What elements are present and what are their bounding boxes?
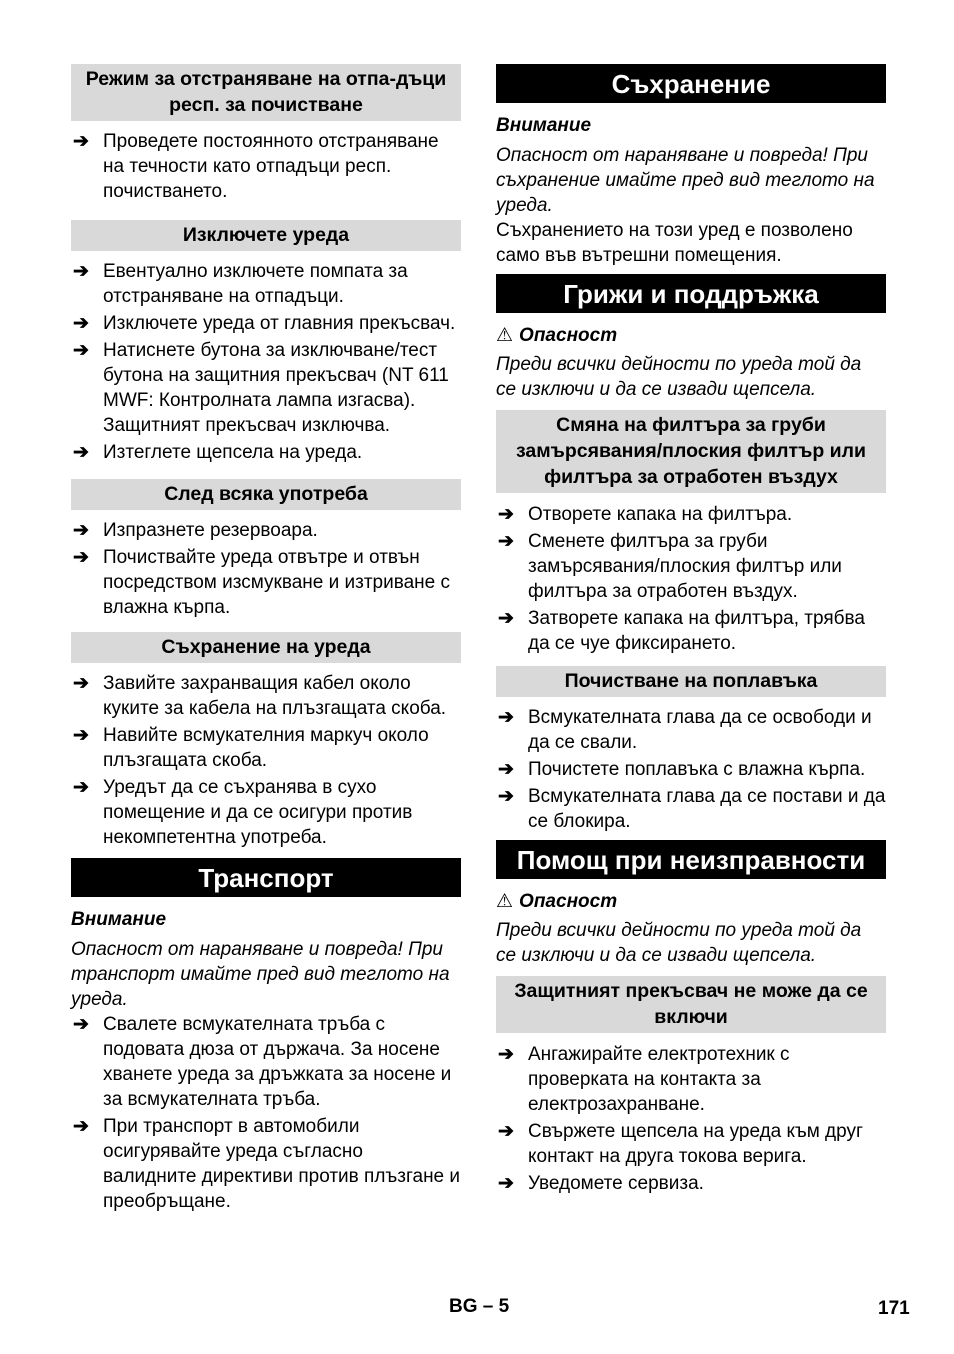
list-item-text: Отворете капака на филтъра. bbox=[528, 504, 793, 525]
arrow-right-icon: ➔ bbox=[73, 131, 89, 152]
danger-text-care: Преди всички дейности по уреда той да се изключи и да се извади щепсела. bbox=[496, 354, 862, 400]
list-item bbox=[71, 775, 461, 850]
list-item bbox=[496, 705, 886, 755]
list-item bbox=[71, 518, 461, 543]
footer-language-page: BG – 5 bbox=[449, 1296, 510, 1317]
list-item-text: Изключете уреда от главния прекъсвач. bbox=[103, 313, 456, 334]
arrow-right-icon: ➔ bbox=[73, 520, 89, 541]
arrow-right-icon: ➔ bbox=[73, 777, 89, 798]
warning-label-transport: Внимание bbox=[71, 909, 167, 930]
list-item bbox=[71, 129, 461, 204]
steps-float-cleaning bbox=[496, 705, 886, 834]
warning-triangle-icon: ⚠ bbox=[496, 325, 514, 346]
danger-label-text: Опасност bbox=[519, 325, 618, 346]
list-item bbox=[496, 502, 886, 527]
list-item-text: Изпразнете резервоара. bbox=[103, 520, 318, 541]
warning-triangle-icon: ⚠ bbox=[496, 891, 514, 912]
arrow-right-icon: ➔ bbox=[498, 504, 514, 525]
list-item-text: Изтеглете щепсела на уреда. bbox=[103, 442, 363, 463]
section-heading-after-use: След всяка употреба bbox=[71, 479, 461, 510]
steps-waste-mode bbox=[71, 129, 461, 204]
steps-filter-change bbox=[496, 502, 886, 656]
list-item bbox=[71, 671, 461, 721]
list-item bbox=[496, 606, 886, 656]
steps-after-use bbox=[71, 518, 461, 620]
arrow-right-icon: ➔ bbox=[73, 547, 89, 568]
steps-transport bbox=[71, 1012, 461, 1214]
arrow-right-icon: ➔ bbox=[498, 1044, 514, 1065]
warning-text-storage: Опасност от нараняване и повреда! При съхранение имайте пред вид теглото на уреда. bbox=[496, 145, 875, 216]
danger-text-troubleshooting: Преди всички дейности по уреда той да се изключи и да се извади щепсела. bbox=[496, 920, 862, 966]
right-column bbox=[496, 64, 886, 1198]
section-heading-filter-change: Смяна на филтъра за груби замърсявания/плоския филтър или филтъра за отработен въздух bbox=[496, 410, 886, 493]
list-item bbox=[71, 1114, 461, 1214]
arrow-right-icon: ➔ bbox=[498, 1173, 514, 1194]
section-heading-float-cleaning: Почистване на поплавъка bbox=[496, 666, 886, 697]
list-item bbox=[496, 1171, 886, 1196]
arrow-right-icon: ➔ bbox=[73, 340, 89, 361]
list-item bbox=[496, 1042, 886, 1117]
list-item-text: Всмукателната глава да се освободи и да се свали. bbox=[528, 707, 872, 753]
section-heading-breaker: Защитният прекъсвач не може да се включи bbox=[496, 976, 886, 1033]
list-item-text: Сменете филтъра за груби замърсявания/плоския филтър или филтъра за отработен въздух. bbox=[528, 531, 842, 602]
chapter-title-troubleshooting: Помощ при неизправности bbox=[496, 840, 886, 879]
list-item-text: Свържете щепсела на уреда към друг контакт на друга токова верига. bbox=[528, 1121, 863, 1167]
arrow-right-icon: ➔ bbox=[73, 261, 89, 282]
list-item bbox=[71, 545, 461, 620]
list-item bbox=[71, 440, 461, 465]
list-item-text: Почиствайте уреда отвътре и отвън посредством изсмукване и изтриване с влажна кърпа. bbox=[103, 547, 451, 618]
list-item-text: Навийте всмукателния маркуч около плъзгащата скоба. bbox=[103, 725, 429, 771]
warning-label-storage: Внимание bbox=[496, 115, 592, 136]
list-item-text: Ангажирайте електротехник с проверката на контакта за електрозахранване. bbox=[528, 1044, 790, 1115]
list-item bbox=[496, 784, 886, 834]
arrow-right-icon: ➔ bbox=[73, 1014, 89, 1035]
list-item bbox=[71, 259, 461, 309]
steps-switch-off bbox=[71, 259, 461, 465]
section-heading-switch-off: Изключете уреда bbox=[71, 220, 461, 251]
steps-device-storage bbox=[71, 671, 461, 850]
arrow-right-icon: ➔ bbox=[73, 725, 89, 746]
danger-label-troubleshooting bbox=[496, 889, 886, 915]
storage-text: Съхранението на този уред е позволено само във вътрешни помещения. bbox=[496, 220, 853, 266]
list-item-text: Всмукателната глава да се постави и да се блокира. bbox=[528, 786, 886, 832]
chapter-title-care: Грижи и поддръжка bbox=[496, 274, 886, 313]
list-item bbox=[71, 723, 461, 773]
list-item bbox=[71, 1012, 461, 1112]
arrow-right-icon: ➔ bbox=[498, 531, 514, 552]
left-column bbox=[71, 64, 461, 1216]
list-item bbox=[71, 338, 461, 438]
list-item bbox=[496, 757, 886, 782]
list-item-text: Затворете капака на филтъра, трябва да се чуе фиксирането. bbox=[528, 608, 865, 654]
arrow-right-icon: ➔ bbox=[73, 442, 89, 463]
list-item bbox=[71, 311, 461, 336]
danger-label-text: Опасност bbox=[519, 891, 618, 912]
chapter-title-storage: Съхранение bbox=[496, 64, 886, 103]
arrow-right-icon: ➔ bbox=[498, 759, 514, 780]
section-heading-device-storage: Съхранение на уреда bbox=[71, 632, 461, 663]
list-item-text: Натиснете бутона за изключване/тест бутона на защитния прекъсвач (NT 611 MWF: Контролната лампа изгасва). Защитният прекъсвач изключва. bbox=[103, 340, 449, 436]
list-item bbox=[496, 529, 886, 604]
arrow-right-icon: ➔ bbox=[498, 707, 514, 728]
section-heading-waste-mode: Режим за отстраняване на отпа-дъци респ. за почистване bbox=[71, 64, 461, 121]
list-item-text: Евентуално изключете помпата за отстраняване на отпадъци. bbox=[103, 261, 408, 307]
arrow-right-icon: ➔ bbox=[498, 608, 514, 629]
warning-text-transport: Опасност от нараняване и повреда! При транспорт имайте пред вид теглото на уреда. bbox=[71, 939, 450, 1010]
list-item-text: Проведете постоянното отстраняване на течности като отпадъци респ. почистването. bbox=[103, 131, 439, 202]
steps-breaker bbox=[496, 1042, 886, 1196]
list-item-text: Завийте захранващия кабел около куките за кабела на плъзгащата скоба. bbox=[103, 673, 447, 719]
arrow-right-icon: ➔ bbox=[498, 786, 514, 807]
footer-page-number: 171 bbox=[878, 1298, 910, 1319]
list-item-text: При транспорт в автомобили осигурявайте уреда съгласно валидните директиви против плъзгане и преобръщане. bbox=[103, 1116, 461, 1212]
list-item-text: Свалете всмукателната тръба с подовата дюза от държача. За носене хванете уреда за дръжката за носене и за всмукателната тръба. bbox=[103, 1014, 452, 1110]
list-item-text: Почистете поплавъка с влажна кърпа. bbox=[528, 759, 866, 780]
arrow-right-icon: ➔ bbox=[73, 1116, 89, 1137]
chapter-title-transport: Транспорт bbox=[71, 858, 461, 897]
arrow-right-icon: ➔ bbox=[498, 1121, 514, 1142]
danger-label-care bbox=[496, 323, 886, 349]
arrow-right-icon: ➔ bbox=[73, 313, 89, 334]
arrow-right-icon: ➔ bbox=[73, 673, 89, 694]
list-item-text: Уведомете сервиза. bbox=[528, 1173, 704, 1194]
list-item-text: Уредът да се съхранява в сухо помещение и да се осигури против некомпетентна употреба. bbox=[103, 777, 413, 848]
list-item bbox=[496, 1119, 886, 1169]
